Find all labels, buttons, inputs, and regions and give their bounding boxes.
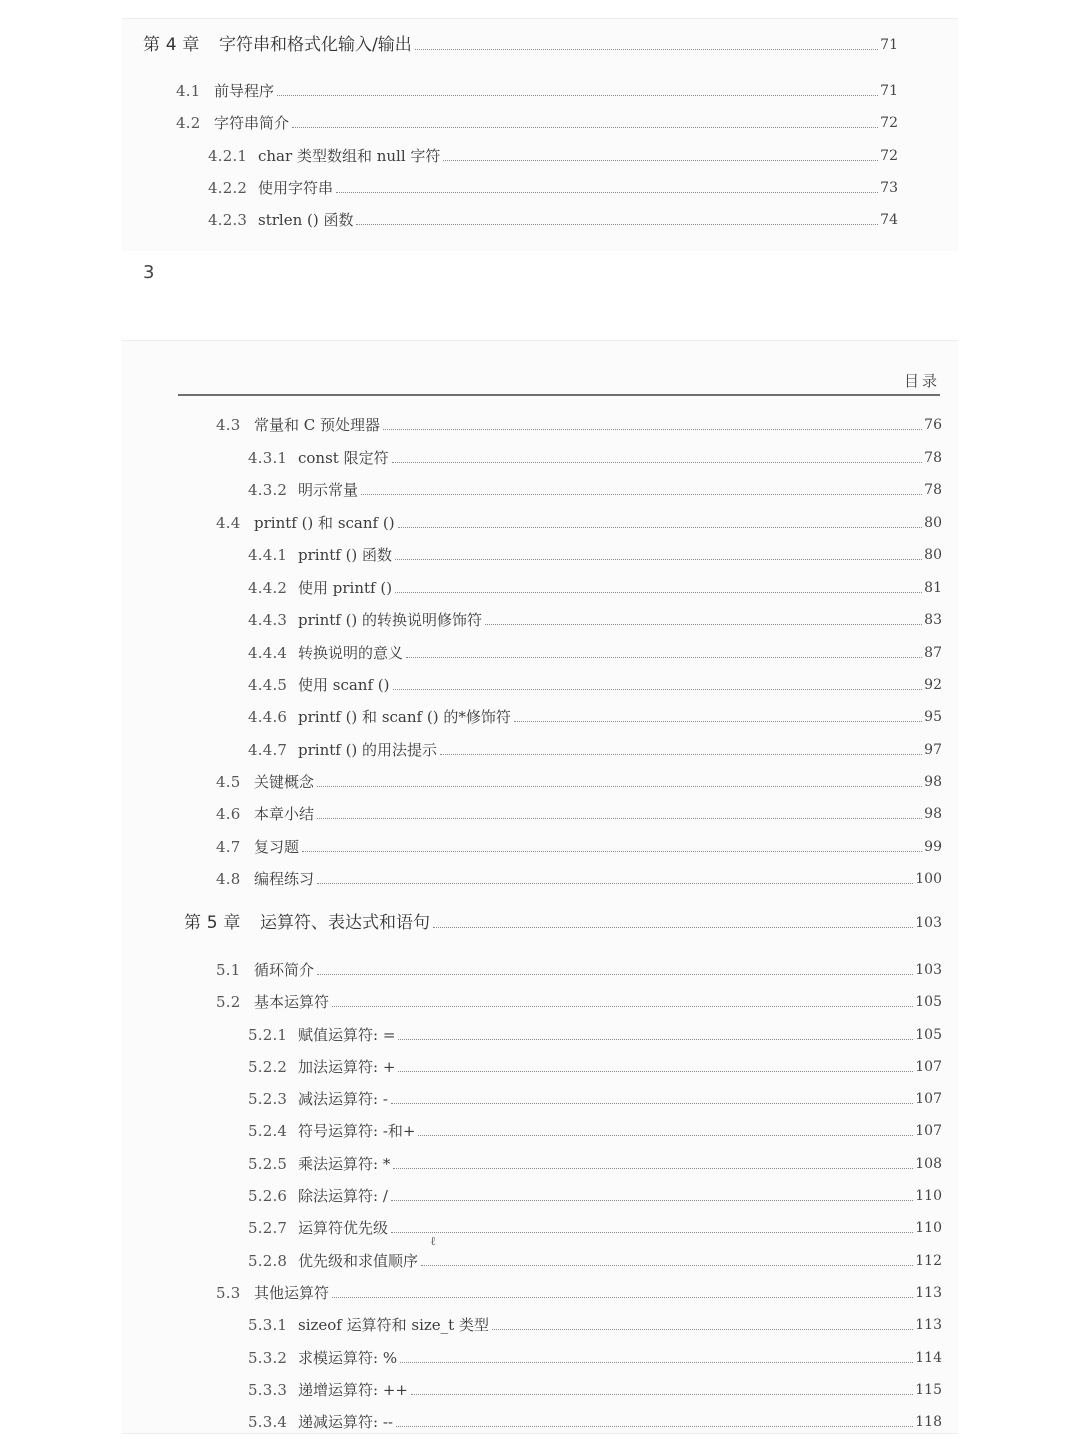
page-number-ref: 98 — [924, 774, 942, 790]
header-rule — [178, 394, 940, 396]
page-number-ref: 80 — [924, 547, 942, 563]
section-title: 除法运算符: / — [298, 1187, 388, 1205]
section-number: 4.6 — [216, 805, 241, 823]
toc-entry — [216, 830, 942, 856]
dot-leader — [396, 1426, 913, 1427]
toc-chapter-entry — [184, 906, 942, 932]
dot-leader — [317, 974, 913, 975]
page-number-ref: 78 — [924, 450, 942, 466]
dot-leader — [400, 1362, 913, 1363]
page-number-ref: 73 — [880, 180, 898, 196]
page-number-ref: 81 — [924, 580, 942, 596]
page-number-ref: 107 — [915, 1059, 942, 1075]
dot-leader — [361, 494, 922, 495]
toc-entry — [176, 74, 898, 100]
dot-leader — [421, 1265, 913, 1266]
dot-leader — [391, 1232, 913, 1233]
section-title: 使用字符串 — [258, 179, 334, 197]
dot-leader — [336, 192, 878, 193]
page-number-ref: 76 — [924, 417, 942, 433]
page-number-ref: 80 — [924, 515, 942, 531]
dot-leader — [443, 160, 878, 161]
section-title: 其他运算符 — [254, 1284, 330, 1302]
section-title: 本章小结 — [254, 805, 315, 823]
section-title: 运算符优先级 — [298, 1219, 389, 1237]
section-title: 复习题 — [254, 838, 300, 856]
toc-entry — [216, 985, 942, 1011]
dot-leader — [514, 721, 922, 722]
page-number-ref: 92 — [924, 677, 942, 693]
section-title: const 限定符 — [298, 449, 389, 467]
dot-leader — [393, 689, 923, 690]
section-title: 加法运算符: + — [298, 1058, 396, 1076]
page-number-ref: 97 — [924, 742, 942, 758]
page-number-ref: 103 — [915, 962, 942, 978]
toc-entry — [248, 1018, 942, 1044]
section-title: sizeof 运算符和 size_t 类型 — [298, 1316, 489, 1334]
section-number: 第 4 章 — [143, 35, 200, 55]
section-number: 5.2.7 — [248, 1219, 288, 1237]
section-number: 5.2.4 — [248, 1122, 288, 1140]
section-number: 4.2 — [176, 114, 201, 132]
dot-leader — [440, 754, 922, 755]
dot-leader — [485, 624, 922, 625]
toc-entry — [248, 473, 942, 499]
page-number-ref: 99 — [924, 839, 942, 855]
toc-entry — [248, 1082, 942, 1108]
page-number-ref: 105 — [915, 994, 942, 1010]
dot-leader — [332, 1006, 913, 1007]
toc-entry — [248, 636, 942, 662]
dot-leader — [406, 657, 922, 658]
page-number-ref: 71 — [880, 83, 898, 99]
section-title: char 类型数组和 null 字符 — [258, 147, 441, 165]
toc-entry — [248, 603, 942, 629]
section-title: 编程练习 — [254, 870, 315, 888]
section-number: 4.3.1 — [248, 449, 288, 467]
section-title: strlen () 函数 — [258, 211, 354, 229]
section-number: 4.2.2 — [208, 179, 248, 197]
section-title: 使用 printf () — [298, 579, 393, 597]
toc-entry — [208, 203, 898, 229]
section-number: 5.3.4 — [248, 1413, 288, 1431]
dot-leader — [317, 883, 913, 884]
section-title: printf () 的转换说明修饰符 — [298, 611, 483, 629]
page-number-ref: 112 — [915, 1253, 942, 1269]
section-number: 5.3.3 — [248, 1381, 288, 1399]
section-number: 5.2.2 — [248, 1058, 288, 1076]
page-number-ref: 98 — [924, 806, 942, 822]
page-number-ref: 95 — [924, 709, 942, 725]
section-number: 5.1 — [216, 961, 241, 979]
dot-leader — [398, 527, 923, 528]
section-title: 递减运算符: -- — [298, 1413, 393, 1431]
toc-entry — [248, 1114, 942, 1140]
dot-leader — [391, 1200, 913, 1201]
section-title: 转换说明的意义 — [298, 644, 404, 662]
section-number: 4.3.2 — [248, 481, 288, 499]
toc-entry — [248, 1405, 942, 1431]
dot-leader — [395, 592, 922, 593]
page-number: 3 — [143, 262, 155, 283]
page-number-ref: 118 — [915, 1414, 942, 1430]
section-title: printf () 的用法提示 — [298, 741, 438, 759]
toc-entry — [176, 106, 898, 132]
page-number-ref: 87 — [924, 645, 942, 661]
page-number-ref: 78 — [924, 482, 942, 498]
section-number: 4.4.3 — [248, 611, 288, 629]
section-number: 4.4.6 — [248, 708, 288, 726]
page-number-ref: 114 — [915, 1350, 942, 1366]
page-number-ref: 113 — [915, 1317, 942, 1333]
section-number: 5.3.1 — [248, 1316, 288, 1334]
toc-entry — [248, 538, 942, 564]
section-number: 4.4.2 — [248, 579, 288, 597]
section-number: 4.4 — [216, 514, 241, 532]
section-number: 5.2.6 — [248, 1187, 288, 1205]
section-number: 5.2.3 — [248, 1090, 288, 1108]
section-title: 运算符、表达式和语句 — [260, 913, 430, 933]
section-number: 4.4.7 — [248, 741, 288, 759]
page-number-ref: 107 — [915, 1091, 942, 1107]
section-number: 4.5 — [216, 773, 241, 791]
dot-leader — [302, 851, 922, 852]
section-number: 4.8 — [216, 870, 241, 888]
section-title: 循环简介 — [254, 961, 315, 979]
section-title: printf () 和 scanf () 的*修饰符 — [298, 708, 511, 726]
page-number-ref: 107 — [915, 1123, 942, 1139]
dot-leader — [418, 1135, 913, 1136]
page-number-ref: 113 — [915, 1285, 942, 1301]
section-title: 乘法运算符: * — [298, 1155, 391, 1173]
page-number-ref: 83 — [924, 612, 942, 628]
section-number: 4.7 — [216, 838, 241, 856]
toc-entry — [248, 733, 942, 759]
section-number: 4.2.3 — [208, 211, 248, 229]
dot-leader — [398, 1071, 913, 1072]
dot-leader — [433, 927, 913, 928]
page-number-ref: 100 — [915, 871, 942, 887]
dot-leader — [411, 1394, 913, 1395]
section-number: 4.2.1 — [208, 147, 248, 165]
section-title: 字符串简介 — [214, 114, 290, 132]
dot-leader — [398, 1039, 913, 1040]
page-number-ref: 110 — [915, 1188, 942, 1204]
toc-entry — [216, 953, 942, 979]
toc-entry — [248, 441, 942, 467]
page-number-ref: 105 — [915, 1027, 942, 1043]
toc-entry — [248, 668, 942, 694]
page-number-ref: 110 — [915, 1220, 942, 1236]
page-number-ref: 72 — [880, 115, 898, 131]
section-number: 4.4.1 — [248, 546, 288, 564]
dot-leader — [492, 1329, 913, 1330]
dot-leader — [393, 1168, 913, 1169]
dot-leader — [317, 818, 922, 819]
toc-entry — [248, 1179, 942, 1205]
dot-leader — [392, 462, 923, 463]
section-number: 4.1 — [176, 82, 201, 100]
section-number: 5.3.2 — [248, 1349, 288, 1367]
toc-entry — [248, 700, 942, 726]
section-number: 第 5 章 — [184, 913, 241, 933]
toc-entry — [248, 1211, 942, 1237]
dot-leader — [277, 95, 878, 96]
toc-entry — [216, 1276, 942, 1302]
page-number-ref: 103 — [915, 915, 942, 931]
dot-leader — [383, 429, 922, 430]
section-number: 5.2.1 — [248, 1026, 288, 1044]
toc-entry — [216, 506, 942, 532]
page-number-ref: 108 — [915, 1156, 942, 1172]
section-title: 字符串和格式化输入/输出 — [219, 35, 412, 55]
toc-entry — [216, 408, 942, 434]
dot-leader — [317, 786, 922, 787]
toc-entry — [248, 1147, 942, 1173]
section-title: printf () 和 scanf () — [254, 514, 395, 532]
section-title: 常量和 C 预处理器 — [254, 416, 381, 434]
section-title: 减法运算符: - — [298, 1090, 388, 1108]
dot-leader — [415, 49, 878, 50]
page-number-ref: 74 — [880, 212, 898, 228]
page-number-ref: 72 — [880, 148, 898, 164]
section-number: 5.2.8 — [248, 1252, 288, 1270]
toc-entry — [248, 1373, 942, 1399]
toc-entry — [248, 1050, 942, 1076]
toc-entry — [208, 139, 898, 165]
section-title: printf () 函数 — [298, 546, 393, 564]
toc-entry — [208, 171, 898, 197]
dot-leader — [332, 1297, 913, 1298]
dot-leader — [292, 127, 878, 128]
running-head: 目录 — [904, 372, 941, 390]
pen-mark-icon: ℓ — [430, 1234, 436, 1248]
section-title: 前导程序 — [214, 82, 275, 100]
section-number: 4.4.5 — [248, 676, 288, 694]
toc-entry — [248, 1341, 942, 1367]
section-title: 优先级和求值顺序 — [298, 1252, 419, 1270]
dot-leader — [395, 559, 922, 560]
dot-leader — [356, 224, 878, 225]
section-title: 递增运算符: ++ — [298, 1381, 408, 1399]
section-title: 使用 scanf () — [298, 676, 390, 694]
toc-entry — [216, 765, 942, 791]
toc-entry — [248, 1244, 942, 1270]
section-title: 明示常量 — [298, 481, 359, 499]
section-title: 基本运算符 — [254, 993, 330, 1011]
section-title: 赋值运算符: = — [298, 1026, 396, 1044]
toc-entry — [216, 797, 942, 823]
section-title: 求模运算符: % — [298, 1349, 398, 1367]
section-title: 关键概念 — [254, 773, 315, 791]
section-number: 4.4.4 — [248, 644, 288, 662]
section-number: 4.3 — [216, 416, 241, 434]
toc-entry — [248, 1308, 942, 1334]
section-number: 5.2.5 — [248, 1155, 288, 1173]
dot-leader — [391, 1103, 913, 1104]
toc-entry — [248, 571, 942, 597]
section-title: 符号运算符: -和+ — [298, 1122, 416, 1140]
section-number: 5.3 — [216, 1284, 241, 1302]
page-number-ref: 115 — [915, 1382, 942, 1398]
toc-chapter-entry — [143, 28, 898, 54]
section-number: 5.2 — [216, 993, 241, 1011]
toc-entry — [216, 862, 942, 888]
page-number-ref: 71 — [880, 37, 898, 53]
